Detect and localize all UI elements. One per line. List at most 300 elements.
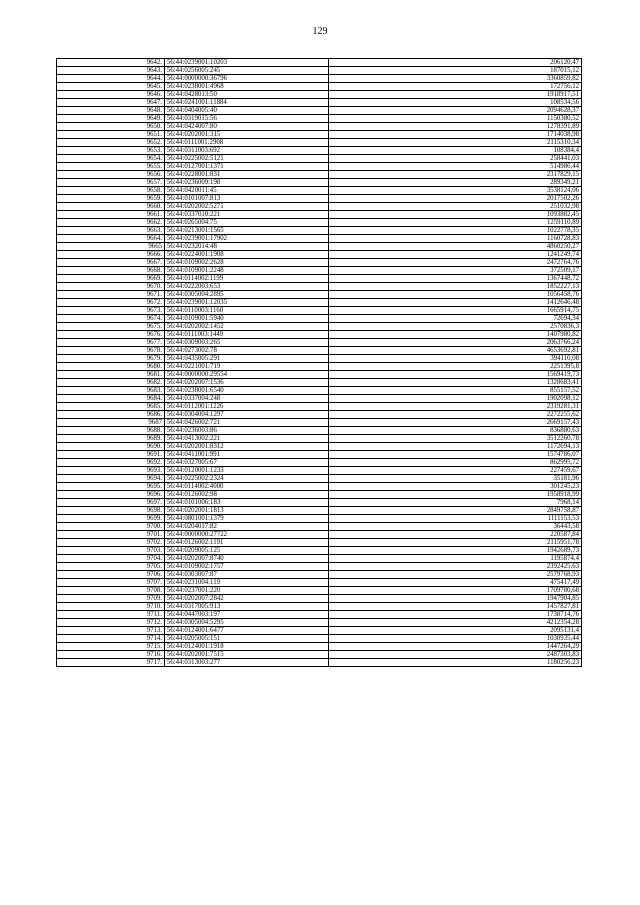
table-row <box>57 443 582 451</box>
row-number: 9650. <box>57 123 165 131</box>
row-value: 2579768,93 <box>329 571 582 579</box>
row-number: 9658. <box>57 187 165 195</box>
row-number: 9711. <box>57 611 165 619</box>
row-number: 9661. <box>57 211 165 219</box>
row-value: 251032,98 <box>329 203 582 211</box>
row-value: 1328683,41 <box>329 379 582 387</box>
row-value: 1195874,4 <box>329 555 582 563</box>
row-number: 9697. <box>57 499 165 507</box>
cadastral-number: 56:44:0424007:80 <box>165 123 329 131</box>
row-number: 9700. <box>57 523 165 531</box>
row-number: 9678. <box>57 347 165 355</box>
table-row <box>57 243 582 251</box>
table-row <box>57 115 582 123</box>
table-row <box>57 635 582 643</box>
cadastral-number: 56:44:0305004:5295 <box>165 619 329 627</box>
cadastral-number: 56:44:0109002:2628 <box>165 259 329 267</box>
table-row <box>57 267 582 275</box>
cadastral-number: 56:44:0109001:2248 <box>165 267 329 275</box>
row-value: 514986,44 <box>329 163 582 171</box>
row-value: 2392425,63 <box>329 563 582 571</box>
table-row <box>57 299 582 307</box>
row-number: 9716. <box>57 651 165 659</box>
table-row <box>57 195 582 203</box>
row-number: 9677. <box>57 339 165 347</box>
row-value: 1259110,89 <box>329 219 582 227</box>
row-value: 1030935,44 <box>329 635 582 643</box>
row-value: 1278391,89 <box>329 123 582 131</box>
table-row <box>57 571 582 579</box>
row-value: 1407980,82 <box>329 331 582 339</box>
table-row <box>57 515 582 523</box>
row-value: 2487303,83 <box>329 651 582 659</box>
row-number: 9656. <box>57 171 165 179</box>
cadastral-number: 56:44:0319015:56 <box>165 115 329 123</box>
row-number: 9696. <box>57 491 165 499</box>
row-number: 9704. <box>57 555 165 563</box>
row-value: 394110,08 <box>329 355 582 363</box>
table-row <box>57 99 582 107</box>
table-row <box>57 643 582 651</box>
row-number: 9653. <box>57 147 165 155</box>
table-row <box>57 83 582 91</box>
row-value: 1958918,99 <box>329 491 582 499</box>
row-value: 301245,23 <box>329 483 582 491</box>
table-row <box>57 427 582 435</box>
row-value: 1022778,35 <box>329 227 582 235</box>
table-row <box>57 251 582 259</box>
row-value: 1918917,51 <box>329 91 582 99</box>
cadastral-number: 56:44:0114002:1199 <box>165 275 329 283</box>
row-value: 35181,96 <box>329 475 582 483</box>
cadastral-number: 56:44:0236009:198 <box>165 179 329 187</box>
row-number: 9708. <box>57 587 165 595</box>
row-value: 258441,03 <box>329 155 582 163</box>
row-number: 9695. <box>57 483 165 491</box>
cadastral-number: 56:44:0202007:2842 <box>165 595 329 603</box>
row-value: 3360859,82 <box>329 75 582 83</box>
row-value: 36443,58 <box>329 523 582 531</box>
table-row <box>57 219 582 227</box>
cadastral-number: 56:44:0000000:29554 <box>165 371 329 379</box>
table-row <box>57 539 582 547</box>
cadastral-number: 56:44:0202001:8312 <box>165 443 329 451</box>
cadastral-number: 56:44:0239001:10203 <box>165 59 329 67</box>
table-row <box>57 347 582 355</box>
table-row <box>57 283 582 291</box>
row-value: 2849758,87 <box>329 507 582 515</box>
row-number: 9671. <box>57 291 165 299</box>
row-number: 9691. <box>57 451 165 459</box>
table-row <box>57 147 582 155</box>
table-row <box>57 619 582 627</box>
table-row <box>57 523 582 531</box>
row-number: 9706. <box>57 571 165 579</box>
table-row <box>57 435 582 443</box>
table-row <box>57 307 582 315</box>
cadastral-number: 56:44:0447003:197 <box>165 611 329 619</box>
row-value: 1942689,73 <box>329 547 582 555</box>
row-number: 9684. <box>57 395 165 403</box>
row-value: 3538124,06 <box>329 187 582 195</box>
cadastral-number: 56:44:0000000:36796 <box>165 75 329 83</box>
row-number: 9672. <box>57 299 165 307</box>
cadastral-number: 56:44:0239001:12035 <box>165 299 329 307</box>
table-row <box>57 587 582 595</box>
row-value: 1574786,07 <box>329 451 582 459</box>
row-value: 1447264,29 <box>329 643 582 651</box>
row-number: 9654. <box>57 155 165 163</box>
cadastral-number: 56:44:0213001:1565 <box>165 227 329 235</box>
table-row <box>57 379 582 387</box>
cadastral-number: 56:44:0222003:653 <box>165 283 329 291</box>
cadastral-number: 56:44:0127001:1371 <box>165 163 329 171</box>
cadastral-number: 56:44:0202001:1813 <box>165 507 329 515</box>
row-value: 2017502,26 <box>329 195 582 203</box>
table-row <box>57 227 582 235</box>
cadastral-number: 56:44:0273002:78 <box>165 347 329 355</box>
row-number: 9655. <box>57 163 165 171</box>
table-row <box>57 403 582 411</box>
row-value: 1569419,73 <box>329 371 582 379</box>
row-value: 2115310,34 <box>329 139 582 147</box>
row-number: 9714. <box>57 635 165 643</box>
row-number: 9687 <box>57 419 165 427</box>
row-value: 108384,4 <box>329 147 582 155</box>
table-row <box>57 499 582 507</box>
table-row <box>57 627 582 635</box>
table-row <box>57 363 582 371</box>
table-row <box>57 339 582 347</box>
table-row <box>57 139 582 147</box>
row-value: 1412646,48 <box>329 299 582 307</box>
table-row <box>57 331 582 339</box>
row-number: 9649. <box>57 115 165 123</box>
cadastral-number: 56:44:0237001:220 <box>165 587 329 595</box>
row-value: 220587,84 <box>329 531 582 539</box>
row-value: 2095131,4 <box>329 627 582 635</box>
row-number: 9682. <box>57 379 165 387</box>
row-number: 9703. <box>57 547 165 555</box>
cadastral-number: 56:44:0241001:11884 <box>165 99 329 107</box>
table-row <box>57 203 582 211</box>
row-number: 9647. <box>57 99 165 107</box>
table-row <box>57 491 582 499</box>
row-number: 9686. <box>57 411 165 419</box>
cadastral-number: 56:44:0202007:1536 <box>165 379 329 387</box>
table-row <box>57 59 582 67</box>
table-row <box>57 315 582 323</box>
row-number: 9685. <box>57 403 165 411</box>
cadastral-number: 56:44:0111001:2908 <box>165 139 329 147</box>
row-number: 9681. <box>57 371 165 379</box>
cadastral-number: 56:44:0265004:75 <box>165 219 329 227</box>
table-row <box>57 419 582 427</box>
cadastral-number: 56:44:0202007:8740 <box>165 555 329 563</box>
cadastral-number: 56:44:0801001:1379 <box>165 515 329 523</box>
table-row <box>57 179 582 187</box>
row-value: 1902098,12 <box>329 395 582 403</box>
row-value: 475417,49 <box>329 579 582 587</box>
table-row <box>57 155 582 163</box>
table-row <box>57 395 582 403</box>
cadastral-number: 56:44:0101006:183 <box>165 499 329 507</box>
cadastral-number: 56:44:0228001:831 <box>165 171 329 179</box>
table-row <box>57 483 582 491</box>
cadastral-number: 56:44:0411001:991 <box>165 451 329 459</box>
row-value: 2094628,37 <box>329 107 582 115</box>
table-row <box>57 275 582 283</box>
row-value: 1111153,53 <box>329 515 582 523</box>
cadastral-number: 56:44:0428013:50 <box>165 91 329 99</box>
table-row <box>57 163 582 171</box>
cadastral-number: 56:44:0304004:1297 <box>165 411 329 419</box>
row-value: 1852227,13 <box>329 283 582 291</box>
cadastral-number: 56:44:0000000:27722 <box>165 531 329 539</box>
row-number: 9715. <box>57 643 165 651</box>
row-number: 9669. <box>57 275 165 283</box>
row-value: 1180256,23 <box>329 659 582 667</box>
cadastral-number: 56:44:0420011:45 <box>165 187 329 195</box>
cadastral-number: 56:44:0101007:813 <box>165 195 329 203</box>
table-row <box>57 451 582 459</box>
row-number: 9698. <box>57 507 165 515</box>
table-row <box>57 123 582 131</box>
row-value: 172756,12 <box>329 83 582 91</box>
row-number: 9674. <box>57 315 165 323</box>
table-row <box>57 547 582 555</box>
table-row <box>57 595 582 603</box>
row-number: 9652. <box>57 139 165 147</box>
cadastral-number: 56:44:0309003:265 <box>165 339 329 347</box>
row-value: 1709780,68 <box>329 587 582 595</box>
cadastral-number: 56:44:0238001:6540 <box>165 387 329 395</box>
table-row <box>57 459 582 467</box>
row-value: 289349,21 <box>329 179 582 187</box>
row-value: 1093882,45 <box>329 211 582 219</box>
row-value: 3512260,78 <box>329 435 582 443</box>
table-row <box>57 387 582 395</box>
row-number: 9693. <box>57 467 165 475</box>
table-row <box>57 291 582 299</box>
row-value: 2319281,31 <box>329 403 582 411</box>
cadastral-number: 56:44:0209005:125 <box>165 547 329 555</box>
row-number: 9675. <box>57 323 165 331</box>
table-row <box>57 171 582 179</box>
cadastral-number: 56:44:0202002:1452 <box>165 323 329 331</box>
row-value: 227459,67 <box>329 467 582 475</box>
table-row <box>57 91 582 99</box>
table-row <box>57 187 582 195</box>
row-value: 2669157,43 <box>329 419 582 427</box>
row-number: 9666. <box>57 251 165 259</box>
row-number: 9668. <box>57 267 165 275</box>
row-number: 9667. <box>57 259 165 267</box>
cadastral-number: 56:44:0231004:119 <box>165 579 329 587</box>
cadastral-number: 56:44:0202001:7515 <box>165 651 329 659</box>
table-row <box>57 531 582 539</box>
row-number: 9646. <box>57 91 165 99</box>
row-number: 9709. <box>57 595 165 603</box>
row-value: 1241249,74 <box>329 251 582 259</box>
row-number: 9670. <box>57 283 165 291</box>
row-value: 206120,47 <box>329 59 582 67</box>
row-number: 9665 <box>57 243 165 251</box>
row-value: 4860250,27 <box>329 243 582 251</box>
row-number: 9663. <box>57 227 165 235</box>
row-value: 7968,14 <box>329 499 582 507</box>
page-number: 129 <box>312 26 328 37</box>
cadastral-number: 56:44:0435005:291 <box>165 355 329 363</box>
cadastral-number: 56:44:0413002:221 <box>165 435 329 443</box>
table-row <box>57 259 582 267</box>
row-number: 9680. <box>57 363 165 371</box>
cadastral-number: 56:44:0404005:40 <box>165 107 329 115</box>
row-value: 1367448,72 <box>329 275 582 283</box>
cadastral-number: 56:44:0225002:5121 <box>165 155 329 163</box>
table-row <box>57 371 582 379</box>
cadastral-number: 56:44:0239001:17902 <box>165 235 329 243</box>
row-number: 9690. <box>57 443 165 451</box>
row-value: 1714038,98 <box>329 131 582 139</box>
cadastral-number: 56:44:0114002:4000 <box>165 483 329 491</box>
table-row <box>57 467 582 475</box>
table-row <box>57 579 582 587</box>
cadastral-number: 56:44:0317005:913 <box>165 603 329 611</box>
row-number: 9705. <box>57 563 165 571</box>
table-row <box>57 611 582 619</box>
table-row <box>57 563 582 571</box>
row-value: 855157,52 <box>329 387 582 395</box>
cadastral-number: 56:44:0221001:719 <box>165 363 329 371</box>
table-row <box>57 107 582 115</box>
cadastral-number: 56:44:0225002:2324 <box>165 475 329 483</box>
table-row <box>57 75 582 83</box>
cadastral-number: 56:44:0236003:86 <box>165 427 329 435</box>
row-value: 1172694,13 <box>329 443 582 451</box>
cadastral-number: 56:44:0124001:6477 <box>165 627 329 635</box>
row-number: 9648. <box>57 107 165 115</box>
table-row <box>57 507 582 515</box>
cadastral-number: 56:44:0204017:82 <box>165 523 329 531</box>
row-value: 72694,34 <box>329 315 582 323</box>
row-number: 9707. <box>57 579 165 587</box>
row-value: 4653692,81 <box>329 347 582 355</box>
cadastral-number: 56:44:0327005:67 <box>165 459 329 467</box>
row-value: 2272255,62 <box>329 411 582 419</box>
row-value: 862995,72 <box>329 459 582 467</box>
row-value: 187015,12 <box>329 67 582 75</box>
row-number: 9643. <box>57 67 165 75</box>
row-value: 2570836,3 <box>329 323 582 331</box>
row-number: 9701. <box>57 531 165 539</box>
row-number: 9689. <box>57 435 165 443</box>
cadastral-number: 56:44:0111003:1449 <box>165 331 329 339</box>
row-number: 9692. <box>57 459 165 467</box>
row-value: 372509,17 <box>329 267 582 275</box>
row-value: 1947904,85 <box>329 595 582 603</box>
table-row <box>57 235 582 243</box>
row-number: 9662. <box>57 219 165 227</box>
table-row <box>57 211 582 219</box>
cadastral-number: 56:44:0313003:277 <box>165 659 329 667</box>
row-value: 2063766,24 <box>329 339 582 347</box>
row-number: 9688. <box>57 427 165 435</box>
cadastral-number: 56:44:0305004:2895 <box>165 291 329 299</box>
row-number: 9710. <box>57 603 165 611</box>
row-number: 9679. <box>57 355 165 363</box>
cadastral-number: 56:44:0224001:1908 <box>165 251 329 259</box>
row-number: 9683. <box>57 387 165 395</box>
cadastral-number: 56:44:0109002:1757 <box>165 563 329 571</box>
table-row <box>57 475 582 483</box>
table-row <box>57 555 582 563</box>
row-number: 9664. <box>57 235 165 243</box>
cadastral-number: 56:44:0202001:315 <box>165 131 329 139</box>
row-number: 9713. <box>57 627 165 635</box>
cadastral-number: 56:44:0126002:1191 <box>165 539 329 547</box>
row-number: 9676. <box>57 331 165 339</box>
cadastral-number: 56:44:0109001:5940 <box>165 315 329 323</box>
row-number: 9717. <box>57 659 165 667</box>
row-value: 1738714,76 <box>329 611 582 619</box>
cadastral-number: 56:44:0202002:5271 <box>165 203 329 211</box>
row-value: 2317829,15 <box>329 171 582 179</box>
row-number: 9659. <box>57 195 165 203</box>
cadastral-number: 56:44:0256005:245 <box>165 67 329 75</box>
row-value: 1150380,52 <box>329 115 582 123</box>
table-row <box>57 131 582 139</box>
row-number: 9694. <box>57 475 165 483</box>
cadastral-number: 56:44:0337004:248 <box>165 395 329 403</box>
data-table <box>56 58 582 667</box>
table-row <box>57 651 582 659</box>
cadastral-number: 56:44:0126002:98 <box>165 491 329 499</box>
cadastral-number: 56:44:0110003:1160 <box>165 307 329 315</box>
row-number: 9673. <box>57 307 165 315</box>
table-row <box>57 355 582 363</box>
cadastral-number: 56:44:0337010:221 <box>165 211 329 219</box>
row-number: 9699. <box>57 515 165 523</box>
row-value: 2115951,78 <box>329 539 582 547</box>
row-value: 1160728,83 <box>329 235 582 243</box>
cadastral-number: 56:44:0238001:4968 <box>165 83 329 91</box>
row-value: 836880,63 <box>329 427 582 435</box>
cadastral-number: 56:44:0426002:721 <box>165 419 329 427</box>
cadastral-number: 56:44:0303007:87 <box>165 571 329 579</box>
cadastral-number: 56:44:0205005:151 <box>165 635 329 643</box>
table-row <box>57 411 582 419</box>
row-value: 1457827,81 <box>329 603 582 611</box>
table-row <box>57 659 582 667</box>
table-row <box>57 67 582 75</box>
cadastral-number: 56:44:0232014:48 <box>165 243 329 251</box>
row-value: 4212354,28 <box>329 619 582 627</box>
table-body <box>57 59 582 667</box>
table-row <box>57 323 582 331</box>
row-number: 9702. <box>57 539 165 547</box>
table-row <box>57 603 582 611</box>
row-number: 9642. <box>57 59 165 67</box>
row-number: 9645. <box>57 83 165 91</box>
row-number: 9644. <box>57 75 165 83</box>
row-value: 2251395,8 <box>329 363 582 371</box>
row-number: 9651. <box>57 131 165 139</box>
row-value: 1665914,75 <box>329 307 582 315</box>
row-number: 9712. <box>57 619 165 627</box>
row-value: 2472764,76 <box>329 259 582 267</box>
row-value: 108534,56 <box>329 99 582 107</box>
